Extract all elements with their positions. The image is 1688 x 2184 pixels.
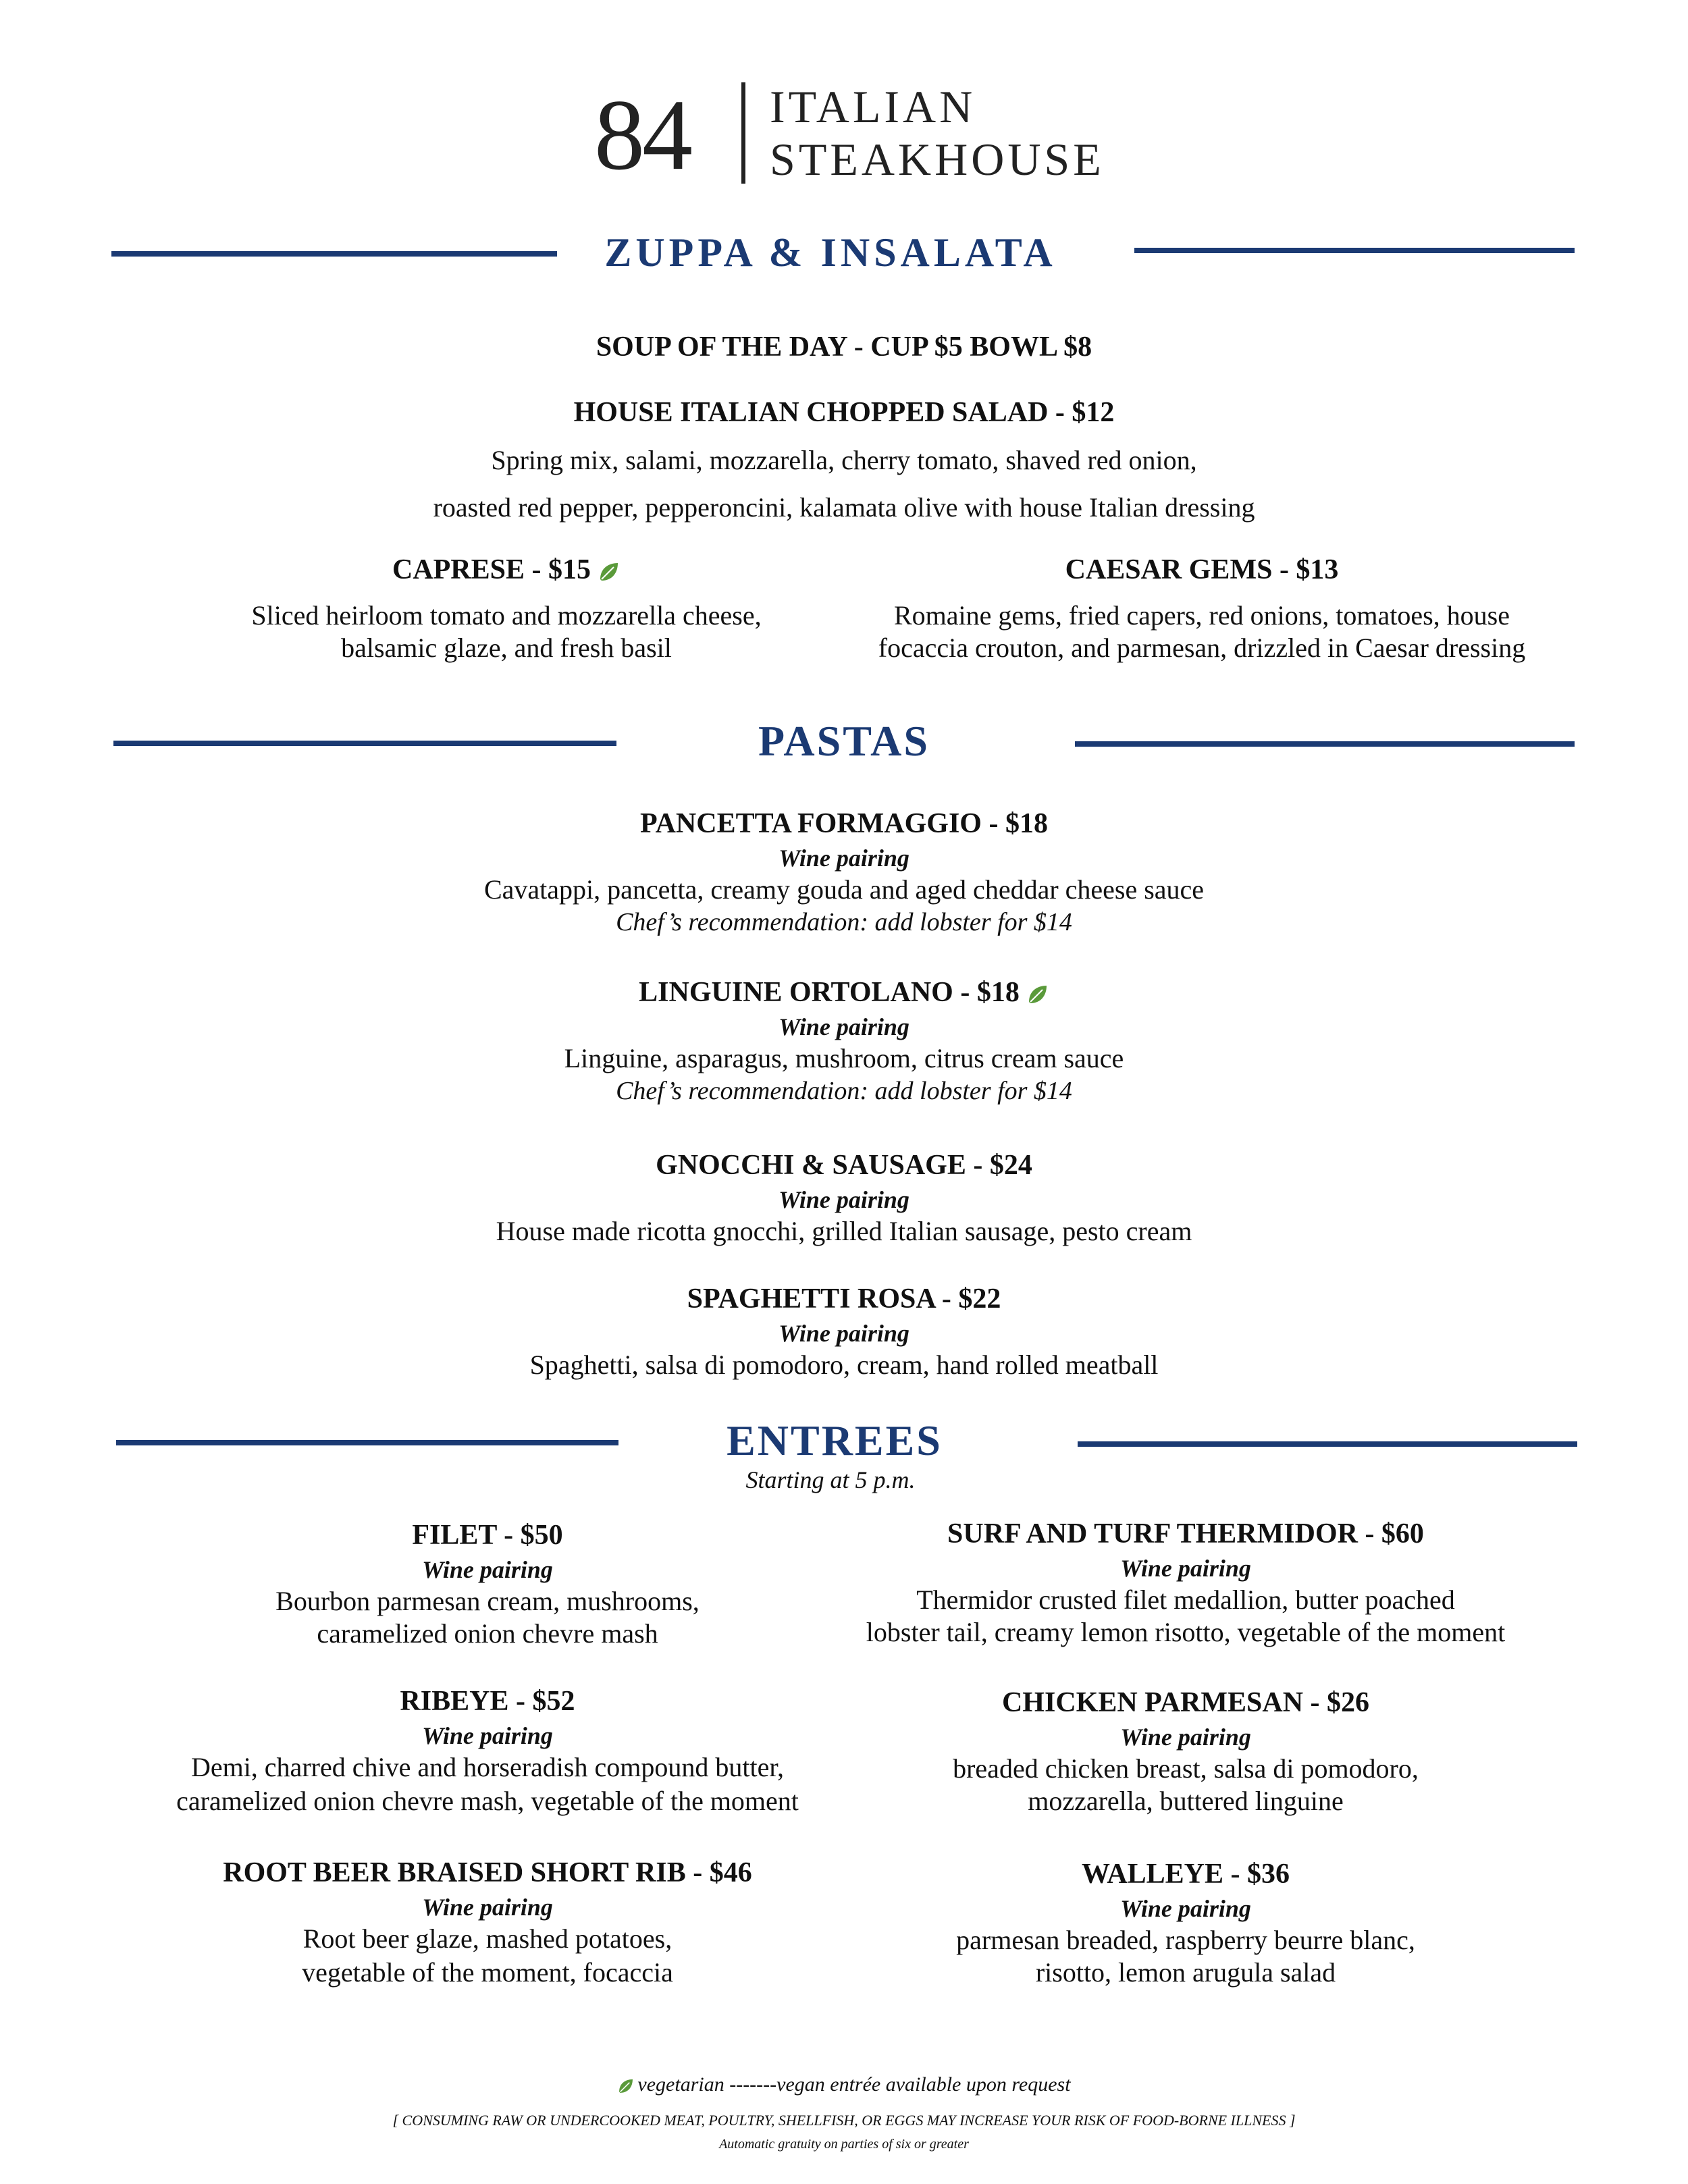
chopped-salad-desc-1: Spring mix, salami, mozzarella, cherry tomato, shaved red onion,: [491, 445, 1197, 475]
entree-title: FILET - $50: [412, 1520, 563, 1551]
entree-desc-1: parmesan breaded, raspberry beurre blanc,: [956, 1925, 1415, 1955]
caprese-title-text: CAPRESE - $15: [392, 554, 591, 585]
caprese-title: [236, 552, 776, 587]
entree-title: CHICKEN PARMESAN - $26: [1001, 1687, 1370, 1718]
section-rule-right: [1075, 741, 1575, 747]
chef-recommendation: Chef’s recommendation: add lobster for $14: [616, 1077, 1072, 1105]
chef-recommendation: Chef’s recommendation: add lobster for $14: [616, 908, 1072, 936]
caprese-desc-2: balsamic glaze, and fresh basil: [341, 633, 672, 663]
wine-pairing: Wine pairing: [1120, 1895, 1251, 1922]
caesar-gems-desc-2: focaccia crouton, and parmesan, drizzled in Caesar dressing: [878, 633, 1526, 663]
entree-desc-1: breaded chicken breast, salsa di pomodoro,: [953, 1753, 1419, 1784]
pasta-title: [0, 975, 1688, 1010]
section-rule-left: [113, 741, 616, 746]
vegetarian-leaf-icon: [598, 560, 621, 583]
footer-gratuity: Automatic gratuity on parties of six or greater: [719, 2137, 969, 2152]
wine-pairing: Wine pairing: [779, 1186, 909, 1213]
section-title-pastas: PASTAS: [758, 717, 930, 765]
pasta-title: SPAGHETTI ROSA - $22: [687, 1283, 1001, 1314]
footer-legend-text: vegetarian -------vegan entrée available upon request: [637, 2073, 1071, 2096]
chopped-salad-desc-2: roasted red pepper, pepperoncini, kalamata olive with house Italian dressing: [433, 492, 1255, 523]
entree-desc-1: Bourbon parmesan cream, mushrooms,: [275, 1586, 700, 1616]
logo-number: 84: [594, 79, 690, 191]
vegetarian-leaf-icon: [617, 2077, 635, 2095]
pasta-desc: House made ricotta gnocchi, grilled Italian sausage, pesto cream: [496, 1216, 1192, 1246]
wine-pairing: Wine pairing: [422, 1556, 553, 1583]
entree-title: SURF AND TURF THERMIDOR - $60: [947, 1518, 1424, 1549]
wine-pairing: Wine pairing: [779, 845, 909, 872]
entree-title: RIBEYE - $52: [400, 1686, 575, 1717]
caprese-desc-1: Sliced heirloom tomato and mozzarella cheese,: [251, 600, 762, 631]
entree-desc-2: mozzarella, buttered linguine: [1028, 1786, 1344, 1816]
pasta-desc: Spaghetti, salsa di pomodoro, cream, hand rolled meatball: [529, 1350, 1159, 1380]
wine-pairing: Wine pairing: [1120, 1555, 1251, 1582]
section-title-zuppa: ZUPPA & INSALATA: [604, 230, 1057, 275]
entree-desc-2: vegetable of the moment, focaccia: [302, 1957, 673, 1988]
entrees-subtitle: Starting at 5 p.m.: [745, 1466, 916, 1493]
entree-title: ROOT BEER BRAISED SHORT RIB - $46: [223, 1857, 752, 1888]
soup-of-the-day: SOUP OF THE DAY - CUP $5 BOWL $8: [596, 331, 1092, 363]
section-title-entrees: ENTREES: [727, 1416, 943, 1464]
section-rule-right: [1078, 1441, 1577, 1447]
pasta-title: PANCETTA FORMAGGIO - $18: [640, 808, 1048, 839]
entree-desc-2: lobster tail, creamy lemon risotto, vegetable of the moment: [866, 1617, 1506, 1647]
entree-desc-1: Root beer glaze, mashed potatoes,: [302, 1923, 672, 1954]
pasta-desc: Cavatappi, pancetta, creamy gouda and aged cheddar cheese sauce: [483, 874, 1205, 905]
entree-desc-2: caramelized onion chevre mash: [317, 1618, 658, 1649]
logo-line-steakhouse: STEAKHOUSE: [770, 134, 1105, 185]
entree-title: WALLEYE - $36: [1081, 1859, 1290, 1890]
pasta-desc: Linguine, asparagus, mushroom, citrus cream sauce: [564, 1043, 1124, 1073]
entree-desc-2: risotto, lemon arugula salad: [1035, 1957, 1336, 1988]
chopped-salad-title: HOUSE ITALIAN CHOPPED SALAD - $12: [573, 397, 1115, 428]
caesar-gems-desc-1: Romaine gems, fried capers, red onions, tomatoes, house: [894, 600, 1510, 631]
section-rule-left: [111, 251, 557, 257]
pasta-title: GNOCCHI & SAUSAGE - $24: [656, 1150, 1032, 1181]
footer-warning: [ CONSUMING RAW OR UNDERCOOKED MEAT, POULTRY, SHELLFISH, OR EGGS MAY INCREASE YOUR RISK OF FOOD-BORNE ILLNESS ]: [392, 2112, 1296, 2129]
logo-divider: [741, 82, 745, 184]
wine-pairing: Wine pairing: [422, 1894, 553, 1921]
wine-pairing: Wine pairing: [779, 1013, 909, 1040]
entree-desc-2: caramelized onion chevre mash, vegetable of the moment: [176, 1786, 799, 1816]
vegetarian-leaf-icon: [1026, 983, 1049, 1006]
wine-pairing: Wine pairing: [422, 1722, 553, 1749]
caesar-gems-title: CAESAR GEMS - $13: [1065, 554, 1339, 585]
entree-desc-1: Demi, charred chive and horseradish compound butter,: [190, 1752, 785, 1782]
wine-pairing: Wine pairing: [779, 1320, 909, 1347]
pasta-title-text: LINGUINE ORTOLANO - $18: [639, 977, 1020, 1008]
footer-legend: [0, 2071, 1688, 2098]
section-rule-left: [116, 1440, 618, 1445]
section-rule-right: [1134, 248, 1575, 253]
logo-line-italian: ITALIAN: [770, 81, 976, 132]
entree-desc-1: Thermidor crusted filet medallion, butter poached: [916, 1584, 1455, 1615]
wine-pairing: Wine pairing: [1120, 1724, 1251, 1751]
